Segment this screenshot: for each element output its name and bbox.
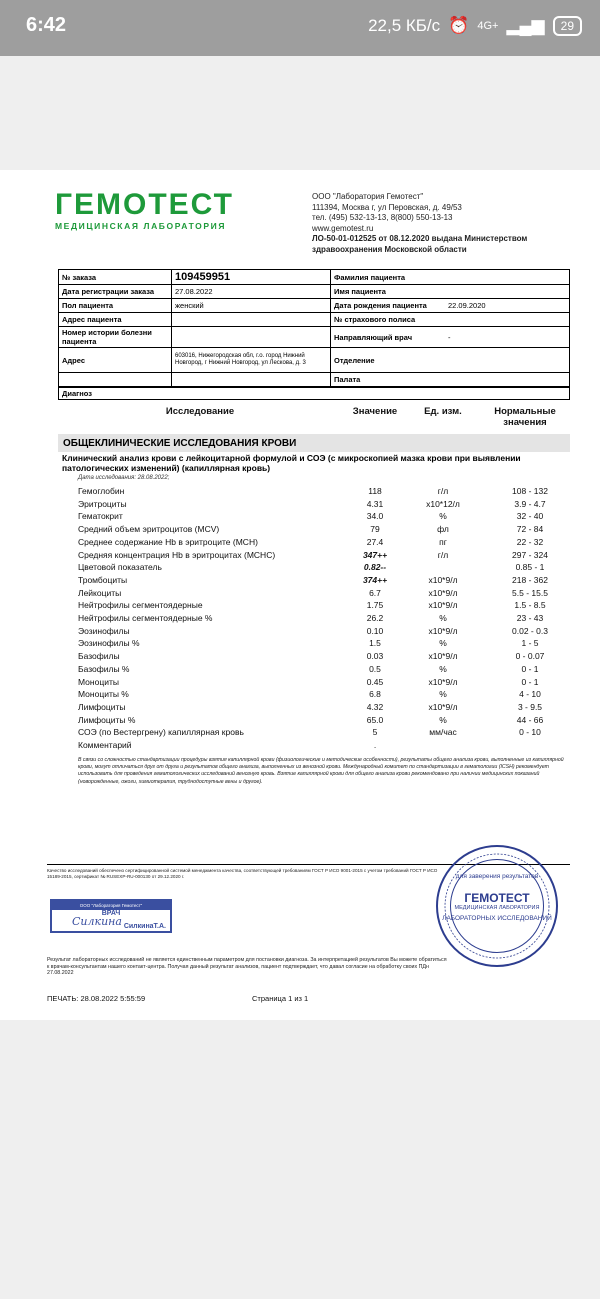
result-row xyxy=(0,740,600,753)
result-value: 79 xyxy=(370,524,380,535)
result-norm: 108 - 132 xyxy=(512,486,548,496)
dept-label: Отделение xyxy=(331,348,446,373)
doctor-stamp-name: СилкинаТ.А. xyxy=(123,923,166,930)
viewer-background-bottom xyxy=(0,1020,600,1299)
result-name: Нейтрофилы сегментоядерные % xyxy=(78,613,213,623)
doctor-stamp-org: ООО "Лаборатория Гемотест" xyxy=(52,901,170,910)
doctor-label: Направляющий врач xyxy=(331,327,446,348)
lab-license-1: ЛО-50-01-012525 от 08.12.2020 выдана Министерством xyxy=(312,234,528,243)
disclaimer: Результат лабораторных исследований не является единственным параметром для постановки диагноза. За интерпретацией результатов Вы можете обратиться к врачам-консультантам нашего контакт-центра. Получая данный результат анализов, пациент подтверждает, что давал согласие на обработку своих ПДн 27.08.2022 xyxy=(47,957,447,977)
dept-value xyxy=(445,348,570,373)
result-value: 118 xyxy=(368,486,382,496)
page-counter: Страница 1 из 1 xyxy=(252,994,309,1003)
lab-license-2: здравоохранения Московской области xyxy=(312,244,467,254)
result-row xyxy=(0,715,600,728)
patient-info-table xyxy=(58,269,570,387)
surname-value xyxy=(445,270,570,285)
result-name: Эозинофилы xyxy=(78,625,130,636)
result-name: Нейтрофилы сегментоядерные xyxy=(78,600,203,611)
empty-cell xyxy=(59,373,172,387)
network-type: 4G+ xyxy=(477,20,499,32)
result-norm: 0 - 0.07 xyxy=(515,651,545,662)
birth-label: Дата рождения пациента xyxy=(331,299,446,313)
result-row xyxy=(0,499,600,512)
result-norm: 0.02 - 0.3 xyxy=(512,625,548,636)
test-date: Дата исследования: 28.08.2022; xyxy=(78,475,170,481)
result-row xyxy=(0,613,600,626)
network-speed: 22,5 КБ/с xyxy=(368,16,441,35)
result-name: Комментарий xyxy=(78,740,132,750)
result-unit: х10*9/л xyxy=(428,701,458,712)
policy-label: № страхового полиса xyxy=(331,313,446,327)
result-row xyxy=(0,638,600,651)
result-value: 6.7 xyxy=(369,587,381,598)
result-row xyxy=(0,524,600,537)
result-unit: х10*9/л xyxy=(428,574,458,585)
quality-certificate: Качество исследований обеспечено сертифицированной системой менеджмента качества, соответствующей требованиям ГОСТ Р ИСО 9001-2015 с учетом требований ГОСТ Р ИСО 15189-2015, сертификат № RUSEXP-RU-000130 от 29.12.2020 г. xyxy=(47,868,438,879)
result-row xyxy=(0,702,600,715)
battery-indicator: 29 xyxy=(553,16,582,36)
section-title: ОБЩЕКЛИНИЧЕСКИЕ ИССЛЕДОВАНИЯ КРОВИ xyxy=(58,434,570,452)
address-label: Адрес пациента xyxy=(59,313,172,327)
result-name: Лимфоциты xyxy=(78,701,126,712)
result-unit: х10*9/л xyxy=(428,676,458,687)
seal-text-sub: МЕДИЦИНСКАЯ ЛАБОРАТОРИЯ xyxy=(454,905,540,911)
result-value: . xyxy=(373,740,377,750)
result-value: 1.5 xyxy=(369,638,381,649)
lab-phone: тел. (495) 532-13-13, 8(800) 550-13-13 xyxy=(312,213,453,222)
result-unit: % xyxy=(439,663,447,674)
result-value: 26.2 xyxy=(366,613,384,623)
result-norm: 3.9 - 4.7 xyxy=(514,498,546,509)
result-unit: % xyxy=(439,714,447,725)
col-value-header: Значение xyxy=(352,406,398,417)
result-norm: 1 - 5 xyxy=(521,638,539,649)
result-row xyxy=(0,575,600,588)
order-label: № заказа xyxy=(59,270,172,285)
result-norm: 297 - 324 xyxy=(512,549,548,560)
result-norm: 0 - 1 xyxy=(521,663,539,674)
result-name: Лейкоциты xyxy=(78,587,122,598)
lab-info xyxy=(312,192,527,255)
history-label: Номер истории болезни пациента xyxy=(59,327,172,348)
status-right xyxy=(368,16,582,36)
result-norm: 218 - 362 xyxy=(512,574,548,585)
result-name: Моноциты % xyxy=(78,689,129,700)
result-value: 0.5 xyxy=(369,663,381,674)
result-row xyxy=(0,651,600,664)
result-unit: % xyxy=(439,511,447,522)
viewer-background-top xyxy=(0,56,600,170)
logo-main-text: ГЕМОТЕСТ xyxy=(55,188,234,221)
result-row xyxy=(0,664,600,677)
result-row xyxy=(0,600,600,613)
ward-label: Палата xyxy=(331,373,446,387)
status-time: 6:42 xyxy=(26,14,67,36)
result-norm: 5.5 - 15.5 xyxy=(512,587,548,598)
result-value: 0.82-- xyxy=(363,562,387,573)
diagnosis-row: Диагноз xyxy=(58,387,570,400)
result-value: 27.4 xyxy=(366,536,384,547)
result-row xyxy=(0,486,600,499)
name-value xyxy=(445,285,570,299)
result-norm: 4 - 10 xyxy=(519,689,541,700)
result-unit: г/л xyxy=(437,549,449,560)
surname-label: Фамилия пациента xyxy=(331,270,446,285)
empty-cell xyxy=(172,373,331,387)
result-name: Эритроциты xyxy=(78,498,127,509)
result-norm: 0 - 10 xyxy=(519,727,541,738)
sex-value: женский xyxy=(172,299,331,313)
reg-date-value: 27.08.2022 xyxy=(172,285,331,299)
doctor-signature: Силкина xyxy=(72,915,122,928)
doctor-value: - xyxy=(445,327,570,348)
result-row xyxy=(0,562,600,575)
result-name: СОЭ (по Вестергрену) капиллярная кровь xyxy=(78,727,244,738)
result-row xyxy=(0,689,600,702)
result-norm: 0.85 - 1 xyxy=(515,562,545,573)
result-unit: х10*9/л xyxy=(428,625,458,636)
seal-text-bottom: ЛАБОРАТОРНЫХ ИССЛЕДОВАНИЙ xyxy=(442,915,552,922)
seal-text-purpose: для заверения результатов xyxy=(455,873,539,880)
logo-sub-text: МЕДИЦИНСКАЯ ЛАБОРАТОРИЯ xyxy=(55,221,227,231)
result-value: 6.8 xyxy=(369,689,381,700)
result-unit: х10*12/л xyxy=(426,498,460,509)
sex-label: Пол пациента xyxy=(59,299,172,313)
result-unit: % xyxy=(439,638,447,649)
result-unit: % xyxy=(439,613,447,623)
doctor-stamp xyxy=(50,899,172,933)
result-row xyxy=(0,626,600,639)
ward-value xyxy=(445,373,570,387)
print-date: ПЕЧАТЬ: 28.08.2022 5:55:59 xyxy=(47,994,146,1003)
gemotest-logo xyxy=(55,190,234,231)
result-norm: 3 - 9.5 xyxy=(517,701,543,712)
result-unit: мм/час xyxy=(429,727,457,738)
reg-date-label: Дата регистрации заказа xyxy=(59,285,172,299)
result-norm: 44 - 66 xyxy=(516,714,544,725)
result-unit: х10*9/л xyxy=(428,600,458,611)
name-label: Имя пациента xyxy=(331,285,446,299)
result-name: Лимфоциты % xyxy=(78,714,136,725)
result-row xyxy=(0,727,600,740)
result-name: Базофилы xyxy=(78,651,120,662)
history-value xyxy=(172,327,331,348)
lab-seal xyxy=(436,845,558,967)
result-unit: пг xyxy=(439,536,447,547)
result-name: Среднее содержание Hb в эритроците (MCH) xyxy=(78,536,258,547)
addr2-label: Адрес xyxy=(59,348,172,373)
result-norm: 0 - 1 xyxy=(521,676,539,687)
result-norm: 22 - 32 xyxy=(516,536,544,547)
result-value: 34.0 xyxy=(366,511,384,522)
result-name: Эозинофилы % xyxy=(78,638,140,649)
result-unit: г/л xyxy=(437,486,449,496)
order-number: 109459951 xyxy=(172,270,331,285)
result-name: Гемоглобин xyxy=(78,486,125,496)
col-unit-header: Ед. изм. xyxy=(424,406,462,417)
result-row xyxy=(0,550,600,563)
result-unit: фл xyxy=(437,524,449,535)
sampling-note: В связи со сложностью стандартизации процедуры взятия капиллярной крови (физиологические и методические особенности), результаты общего анализа крови, выполненные из капиллярной крови, могут отличаться друг от друга и результатов общего анализа, выполненных из венозной крови. Международный комитет по стандартизации в гематологии (ICSH) рекомендует использовать для проведения гематологических исследований венозную кровь. Взятие капиллярной крови для общего анализа крови рекомендовано при наличии медицинских показаний (новорожденные, ожоги, химиотерапия, труднодоступные вены и другое). xyxy=(78,757,564,785)
result-name: Средний объем эритроцитов (MCV) xyxy=(78,524,220,535)
result-row xyxy=(0,511,600,524)
result-row xyxy=(0,588,600,601)
result-value: 4.32 xyxy=(366,701,384,712)
result-value: 347++ xyxy=(362,549,388,560)
result-name: Средняя концентрация Hb в эритроцитах (MCHC) xyxy=(78,549,276,560)
lab-address: 111394, Москва г, ул Перовская, д. 49/53 xyxy=(312,202,462,212)
result-norm: 32 - 40 xyxy=(516,511,544,522)
birth-value: 22.09.2020 xyxy=(445,299,570,313)
result-name: Базофилы % xyxy=(78,663,130,674)
lab-name: ООО "Лаборатория Гемотест" xyxy=(312,192,424,201)
result-value: 1.75 xyxy=(366,600,384,611)
signal-icon: ▂▄▆ xyxy=(506,16,545,35)
result-name: Моноциты xyxy=(78,676,119,687)
address-value xyxy=(172,313,331,327)
result-name: Тромбоциты xyxy=(78,574,128,585)
result-value: 0.45 xyxy=(366,676,384,687)
lab-report-page xyxy=(0,170,600,1020)
col-norm-header: Нормальные значения xyxy=(494,406,556,428)
result-value: 374++ xyxy=(362,574,388,585)
result-value: 5 xyxy=(372,727,378,738)
result-norm: 23 - 43 xyxy=(516,613,544,623)
result-value: 0.10 xyxy=(366,625,384,636)
policy-value xyxy=(445,313,570,327)
doctor-stamp-title: ВРАЧ xyxy=(101,910,121,917)
result-row xyxy=(0,537,600,550)
col-test-header: Исследование xyxy=(165,406,235,417)
status-bar xyxy=(0,0,600,56)
addr2-value: 603016, Нижегородская обл, г.о. город Нижний Новгород, г Нижний Новгород, ул Лескова, д. 3 xyxy=(172,348,331,373)
result-row xyxy=(0,677,600,690)
test-title: Клинический анализ крови с лейкоцитарной формулой и СОЭ (с микроскопией мазка крови при выявлении патологических изменений) (капиллярная кровь) xyxy=(62,453,521,473)
result-unit: х10*9/л xyxy=(428,587,458,598)
result-norm: 72 - 84 xyxy=(516,524,544,535)
result-name: Цветовой показатель xyxy=(78,562,162,573)
result-name: Гематокрит xyxy=(78,511,123,522)
result-unit: х10*9/л xyxy=(428,651,458,662)
result-value: 65.0 xyxy=(366,714,384,725)
result-norm: 1.5 - 8.5 xyxy=(514,600,546,611)
result-unit: % xyxy=(439,689,447,700)
result-value: 4.31 xyxy=(366,498,384,509)
lab-site: www.gemotest.ru xyxy=(312,223,374,233)
seal-text-brand: ГЕМОТЕСТ xyxy=(464,891,530,905)
result-value: 0.03 xyxy=(366,651,384,662)
alarm-icon: ⏰ xyxy=(448,16,470,35)
